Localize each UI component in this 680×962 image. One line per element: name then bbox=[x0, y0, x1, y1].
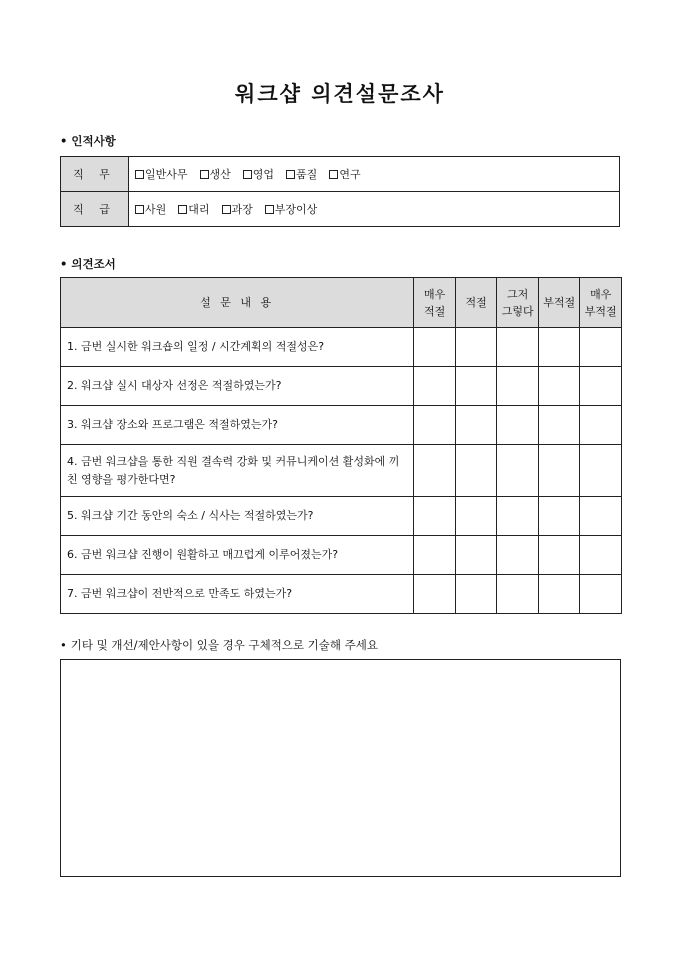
survey-row bbox=[61, 575, 622, 614]
survey-question: 5. 워크샵 기간 동안의 숙소 / 식사는 적절하였는가? bbox=[61, 497, 414, 536]
checkbox-icon[interactable] bbox=[200, 170, 209, 179]
rating-cell[interactable] bbox=[497, 367, 539, 406]
survey-question: 4. 금번 워크샵을 통한 직원 결속력 강화 및 커뮤니케이션 활성화에 끼친 영향을 평가한다면? bbox=[61, 445, 414, 497]
rating-cell[interactable] bbox=[497, 536, 539, 575]
bullet-icon: • bbox=[60, 257, 68, 271]
rating-cell[interactable] bbox=[414, 328, 456, 367]
info-row bbox=[61, 157, 620, 192]
info-row-options bbox=[129, 157, 620, 192]
rating-cell[interactable] bbox=[497, 575, 539, 614]
bullet-icon: • bbox=[60, 638, 67, 652]
document-title: 워크샵 의견설문조사 bbox=[235, 81, 445, 106]
rating-cell[interactable] bbox=[538, 536, 580, 575]
option-checkbox[interactable] bbox=[286, 166, 317, 182]
rating-cell[interactable] bbox=[455, 367, 497, 406]
option-label: 사원 bbox=[145, 203, 167, 216]
personal-info-heading-text: 인적사항 bbox=[71, 134, 116, 148]
option-checkbox[interactable] bbox=[222, 201, 253, 217]
header-item: 설 문 내 용 bbox=[61, 278, 414, 328]
bullet-icon: • bbox=[60, 134, 68, 148]
survey-row bbox=[61, 445, 622, 497]
option-label: 연구 bbox=[339, 168, 361, 181]
header-inappropriate: 부적절 bbox=[538, 278, 580, 328]
checkbox-icon[interactable] bbox=[222, 205, 231, 214]
rating-cell[interactable] bbox=[538, 367, 580, 406]
survey-question: 6. 금번 워크샵 진행이 원활하고 매끄럽게 이루어졌는가? bbox=[61, 536, 414, 575]
survey-row bbox=[61, 536, 622, 575]
checkbox-icon[interactable] bbox=[135, 170, 144, 179]
rating-cell[interactable] bbox=[580, 536, 622, 575]
header-neutral-line2: 그렇다 bbox=[501, 304, 534, 318]
info-row bbox=[61, 192, 620, 227]
survey-row bbox=[61, 406, 622, 445]
survey-heading-text: 의견조서 bbox=[71, 257, 116, 271]
info-row-label: 직 급 bbox=[61, 192, 129, 227]
option-label: 생산 bbox=[209, 168, 231, 181]
option-label: 과장 bbox=[231, 203, 253, 216]
option-checkbox[interactable] bbox=[135, 166, 188, 182]
rating-cell[interactable] bbox=[414, 445, 456, 497]
comments-textarea[interactable] bbox=[60, 659, 621, 877]
option-checkbox[interactable] bbox=[329, 166, 360, 182]
checkbox-icon[interactable] bbox=[286, 170, 295, 179]
header-appropriate: 적절 bbox=[455, 278, 497, 328]
header-neutral-line1: 그저 bbox=[507, 287, 529, 301]
rating-cell[interactable] bbox=[580, 367, 622, 406]
survey-header-row bbox=[61, 278, 622, 328]
option-checkbox[interactable] bbox=[178, 201, 209, 217]
rating-cell[interactable] bbox=[580, 406, 622, 445]
survey-row bbox=[61, 328, 622, 367]
rating-cell[interactable] bbox=[538, 406, 580, 445]
rating-cell[interactable] bbox=[497, 406, 539, 445]
rating-cell[interactable] bbox=[538, 445, 580, 497]
header-very-inappropriate-line2: 부적절 bbox=[584, 304, 617, 318]
header-very-appropriate-line1: 매우 bbox=[423, 287, 446, 301]
rating-cell[interactable] bbox=[580, 445, 622, 497]
checkbox-icon[interactable] bbox=[329, 170, 338, 179]
checkbox-icon[interactable] bbox=[178, 205, 187, 214]
rating-cell[interactable] bbox=[497, 328, 539, 367]
survey-question: 7. 금번 워크샵이 전반적으로 만족도 하였는가? bbox=[61, 575, 414, 614]
rating-cell[interactable] bbox=[580, 328, 622, 367]
header-very-inappropriate-line1: 매우 bbox=[590, 287, 612, 301]
option-label: 일반사무 bbox=[145, 168, 188, 181]
header-very-inappropriate bbox=[580, 278, 622, 328]
personal-info-table bbox=[60, 156, 620, 227]
header-neutral bbox=[497, 278, 539, 328]
rating-cell[interactable] bbox=[497, 497, 539, 536]
rating-cell[interactable] bbox=[455, 406, 497, 445]
rating-cell[interactable] bbox=[414, 406, 456, 445]
option-checkbox[interactable] bbox=[135, 201, 166, 217]
personal-info-heading bbox=[60, 133, 116, 149]
survey-row bbox=[61, 497, 622, 536]
rating-cell[interactable] bbox=[538, 575, 580, 614]
survey-row bbox=[61, 367, 622, 406]
rating-cell[interactable] bbox=[455, 497, 497, 536]
rating-cell[interactable] bbox=[580, 497, 622, 536]
option-label: 영업 bbox=[252, 168, 275, 181]
header-very-appropriate bbox=[414, 278, 456, 328]
rating-cell[interactable] bbox=[455, 536, 497, 575]
survey-question: 1. 금번 실시한 워크숍의 일정 / 시간계획의 적절성은? bbox=[61, 328, 414, 367]
rating-cell[interactable] bbox=[455, 328, 497, 367]
rating-cell[interactable] bbox=[538, 328, 580, 367]
rating-cell[interactable] bbox=[455, 445, 497, 497]
survey-question: 3. 워크샵 장소와 프로그램은 적절하였는가? bbox=[61, 406, 414, 445]
comments-heading-text: 기타 및 개선/제안사항이 있을 경우 구체적으로 기술해 주세요 bbox=[70, 638, 378, 652]
option-label: 품질 bbox=[296, 168, 318, 181]
survey-table bbox=[60, 277, 622, 614]
rating-cell[interactable] bbox=[414, 536, 456, 575]
header-very-appropriate-line2: 적절 bbox=[423, 304, 446, 318]
info-row-options bbox=[129, 192, 620, 227]
info-row-label: 직 무 bbox=[61, 157, 129, 192]
survey-heading bbox=[60, 256, 116, 272]
option-checkbox[interactable] bbox=[265, 201, 318, 217]
checkbox-icon[interactable] bbox=[135, 205, 144, 214]
option-checkbox[interactable] bbox=[200, 166, 231, 182]
rating-cell[interactable] bbox=[414, 575, 456, 614]
rating-cell[interactable] bbox=[538, 497, 580, 536]
option-checkbox[interactable] bbox=[243, 166, 274, 182]
option-label: 대리 bbox=[188, 203, 210, 216]
comments-heading bbox=[60, 637, 378, 653]
checkbox-icon[interactable] bbox=[243, 170, 252, 179]
rating-cell[interactable] bbox=[414, 367, 456, 406]
rating-cell[interactable] bbox=[497, 445, 539, 497]
survey-question: 2. 워크샵 실시 대상자 선정은 적절하였는가? bbox=[61, 367, 414, 406]
rating-cell[interactable] bbox=[580, 575, 622, 614]
rating-cell[interactable] bbox=[455, 575, 497, 614]
option-label: 부장이상 bbox=[274, 203, 318, 216]
rating-cell[interactable] bbox=[414, 497, 456, 536]
checkbox-icon[interactable] bbox=[265, 205, 274, 214]
